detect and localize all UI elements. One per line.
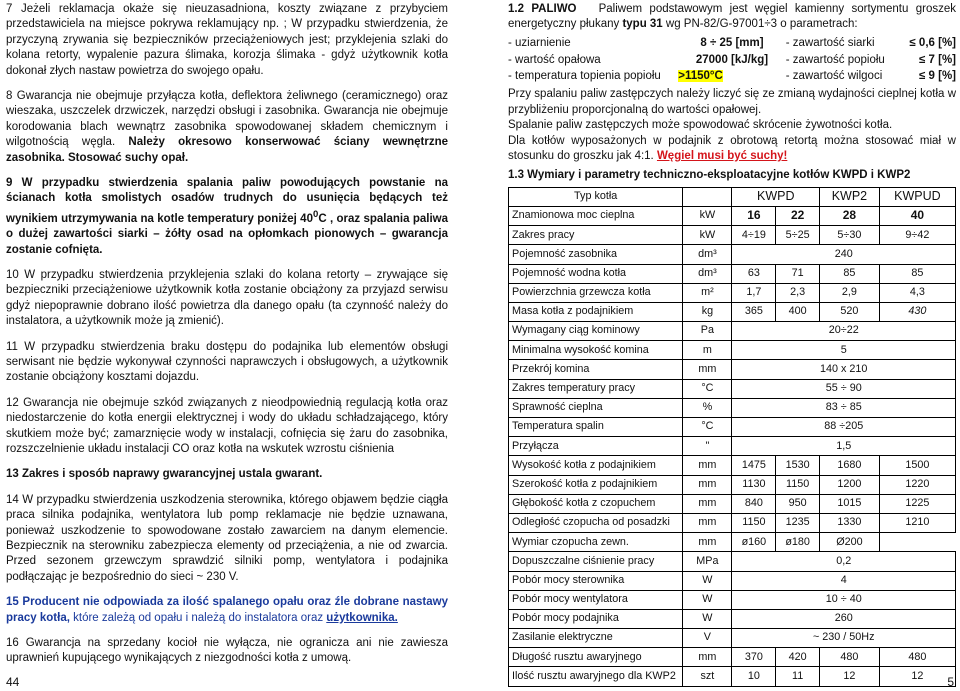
parameter-value: 5÷30 <box>820 226 880 245</box>
parameter-value: 83 ÷ 85 <box>732 398 956 417</box>
warranty-clause-14: 14 W przypadku stwierdzenia uszkodzenia sterownika, którego objawem będzie ciągła praca silnika podajnika, wentylatora lub pomp reklamacje nie będzie uznawana, ponieważ uszkodzenie to spowodowane zostało zawarciem na danym elemencie. Bezpiecznik na sterowniku zabezpiecza elementy od przeciążenia, a nie od zwarcia. Przed sezonem grzewczym sprawdzić silniki pomp, wentylatora i podajnika podłączając je bezpośrednio do sieci ~ 230 V. <box>6 493 448 583</box>
parameter-unit: mm <box>683 360 732 379</box>
parameter-unit: °C <box>683 379 732 398</box>
parameter-name: Ilość rusztu awaryjnego dla KWP2 <box>509 667 683 686</box>
parameter-unit: kW <box>683 206 732 225</box>
parameter-unit: MPa <box>683 552 732 571</box>
parameter-value: 840 <box>732 494 776 513</box>
warranty-clause-12: 12 Gwarancja nie obejmuje szkód związanych z nieodpowiednią regulacją kotła oraz niedostarczenie do kotła energii elektrycznej i wody do układu schładzającego, który skutkiem może być; zamarznięcie wody w instalacji, cofnięcia się żaru do zasobnika, rozszczelnienie układu instalacji CO oraz kotła na wskutek wzrostu ciśnienia <box>6 396 448 455</box>
parameter-value: 1200 <box>820 475 880 494</box>
parameter-value: 22 <box>776 206 820 225</box>
parameter-value: 28 <box>820 206 880 225</box>
parameter-value: 1210 <box>879 513 955 532</box>
warranty-clause-13: 13 Zakres i sposób naprawy gwarancyjnej ustala gwarant. <box>6 468 323 481</box>
spec-label: - zawartość wilgoci <box>785 70 883 83</box>
page-number-left: 44 <box>6 675 20 689</box>
parameter-name: Znamionowa moc cieplna <box>509 206 683 225</box>
parameter-name: Odległość czopucha od posadzki <box>509 513 683 532</box>
parameter-name: Dopuszczalne ciśnienie pracy <box>509 552 683 571</box>
parameter-value: 480 <box>879 648 955 667</box>
parameter-unit: kW <box>683 226 732 245</box>
parameter-name: Wymagany ciąg kominowy <box>509 322 683 341</box>
table-row <box>509 418 956 437</box>
fuel-text-a: Paliwem podstawowym jest węgiel kamienny sortymentu groszek energetyczny płukany <box>508 3 956 31</box>
parameter-value: 9÷42 <box>879 226 955 245</box>
table-row <box>509 264 956 283</box>
parameter-value: 950 <box>776 494 820 513</box>
table-row <box>509 590 956 609</box>
fuel-parameter-row <box>508 69 956 86</box>
parameter-value: 1,5 <box>732 437 956 456</box>
table-row <box>509 609 956 628</box>
parameter-value: 1130 <box>732 475 776 494</box>
parameter-value: 260 <box>732 609 956 628</box>
clause-15-bold: 15 Producent nie odpowiada za ilość spalanego opału oraz źle dobrane nastawy pracy kotła, <box>6 596 448 624</box>
page-number-right: 5 <box>947 675 954 689</box>
parameter-unit: kg <box>683 302 732 321</box>
ash-melt-temperature-highlight: >1150°C <box>678 70 723 83</box>
table-header-cell: KWPD <box>732 187 820 206</box>
parameter-value: 40 <box>879 206 955 225</box>
parameter-value: 10 <box>732 667 776 686</box>
spec-label: - uziarnienie <box>508 37 571 50</box>
section-1-3-heading: 1.3 Wymiary i parametry techniczno-eksploatacyjne kotłów KWPD i KWP2 <box>508 169 911 182</box>
parameter-name: Długość rusztu awaryjnego <box>509 648 683 667</box>
parameter-value: 20÷22 <box>732 322 956 341</box>
table-row <box>509 341 956 360</box>
technical-parameters-table <box>508 187 956 687</box>
parameter-value: 240 <box>732 245 956 264</box>
parameter-name: Przekrój komina <box>509 360 683 379</box>
warranty-clause-7: 7 Jeżeli reklamacja okaże się nieuzasadniona, koszty związane z przybyciem przedstawiciela na miejsce pokrywa reklamujący np. ; W przypadku stwierdzenia, że przyczyną zrywania się bezpieczników przeciążeniowych jest; przyklejenia szlaki do kolana retorty, wypalenie pazura ślimaka, korozja ślimaka - gdyż użytkownik kotła dokonał złych nastaw powietrza do swojego opału. <box>6 3 448 77</box>
parameter-unit: °C <box>683 418 732 437</box>
parameter-value: 400 <box>776 302 820 321</box>
spec-value: ≤ 7 [%] <box>919 53 956 66</box>
parameter-unit: W <box>683 590 732 609</box>
spec-value: 27000 [kJ/kg] <box>695 53 769 66</box>
parameter-unit: " <box>683 437 732 456</box>
parameter-value: 1235 <box>776 513 820 532</box>
parameter-value: 1330 <box>820 513 880 532</box>
table-row <box>509 283 956 302</box>
spec-value: 8 ÷ 25 [mm] <box>700 37 764 50</box>
parameter-name: Zasilanie elektryczne <box>509 629 683 648</box>
parameter-value: 55 ÷ 90 <box>732 379 956 398</box>
table-header-cell: KWPUD <box>879 187 955 206</box>
fuel-note-3 <box>508 134 956 165</box>
parameter-unit: Pa <box>683 322 732 341</box>
parameter-value: 1150 <box>776 475 820 494</box>
warranty-clause-16: 16 Gwarancja na sprzedany kocioł nie wyłącza, nie ogranicza ani nie zawiesza uprawnień kupującego wynikających z niezgodności kotła z umową. <box>6 637 448 665</box>
spec-label: - wartość opałowa <box>508 53 601 66</box>
table-header-row <box>509 187 956 206</box>
table-row <box>509 437 956 456</box>
parameter-name: Głębokość kotła z czopuchem <box>509 494 683 513</box>
parameter-name: Pobór mocy podajnika <box>509 609 683 628</box>
parameter-value: 12 <box>820 667 880 686</box>
clause-15-underline: użytkownika. <box>326 611 398 624</box>
parameter-value: 88 ÷205 <box>732 418 956 437</box>
parameter-name: Zakres pracy <box>509 226 683 245</box>
clause-15-text: które zależą od opału i należą do instalatora oraz <box>73 611 327 624</box>
parameter-value: 0,2 <box>732 552 956 571</box>
left-column <box>6 2 448 677</box>
table-row <box>509 379 956 398</box>
parameter-value: 2,3 <box>776 283 820 302</box>
table-row <box>509 322 956 341</box>
parameter-value: 1220 <box>879 475 955 494</box>
parameter-name: Przyłącza <box>509 437 683 456</box>
section-1-2-heading: 1.2 PALIWO <box>508 3 577 15</box>
parameter-value: 4÷19 <box>732 226 776 245</box>
parameter-value: ~ 230 / 50Hz <box>732 629 956 648</box>
parameter-value: 1680 <box>820 456 880 475</box>
parameter-value: ø160 <box>732 533 776 552</box>
parameter-name: Sprawność cieplna <box>509 398 683 417</box>
parameter-value: 520 <box>820 302 880 321</box>
parameter-value: ø180 <box>776 533 820 552</box>
dry-coal-warning: Węgiel musi być suchy! <box>656 149 788 162</box>
parameter-value: 1475 <box>732 456 776 475</box>
parameter-name: Minimalna wysokość komina <box>509 341 683 360</box>
parameter-unit: m <box>683 341 732 360</box>
parameter-value: 420 <box>776 648 820 667</box>
parameter-value: 85 <box>879 264 955 283</box>
clause-8-bold: Należy okresowo konserwować ściany wewnętrzne zasobnika. Stosować suchy opał. <box>6 136 448 164</box>
parameter-value: 1150 <box>732 513 776 532</box>
spec-value: ≤ 9 [%] <box>919 70 956 83</box>
parameter-name: Masa kotła z podajnikiem <box>509 302 683 321</box>
parameter-unit: mm <box>683 648 732 667</box>
parameter-name: Pojemność wodna kotła <box>509 264 683 283</box>
fuel-section <box>508 2 956 33</box>
table-header-cell: KWP2 <box>820 187 880 206</box>
fuel-note-1: Przy spalaniu paliw zastępczych należy liczyć się ze zmianą wydajności cieplnej kotła w przybliżeniu proporcjonalną do wartości opałowej. <box>508 88 956 116</box>
parameter-value: 4,3 <box>879 283 955 302</box>
table-header-cell: Typ kotła <box>509 187 683 206</box>
clause-9-sup: 0 <box>312 208 319 220</box>
parameter-unit: V <box>683 629 732 648</box>
parameter-unit: dm³ <box>683 264 732 283</box>
parameter-value: 5÷25 <box>776 226 820 245</box>
table-row <box>509 571 956 590</box>
parameter-name: Pobór mocy wentylatora <box>509 590 683 609</box>
parameter-unit: W <box>683 609 732 628</box>
table-row <box>509 360 956 379</box>
parameter-name: Wysokość kotła z podajnikiem <box>509 456 683 475</box>
table-row <box>509 302 956 321</box>
warranty-clause-8 <box>6 89 448 166</box>
parameter-name: Pojemność zasobnika <box>509 245 683 264</box>
parameter-value: 2,9 <box>820 283 880 302</box>
fuel-type: typu 31 <box>622 18 663 31</box>
warranty-clause-10: 10 W przypadku stwierdzenia przyklejenia szlaki do kolana retorty – zrywające się bezpieczniki przeciążeniowe użytkownik kotła zostanie obciążony za przyjazd serwisu gdyż niepoprawnie dobrano ilość powietrza dla danego opału (ta czynność należy do instalatora, a użytkownik może ją zmienić). <box>6 268 448 328</box>
parameter-unit: m² <box>683 283 732 302</box>
table-row <box>509 226 956 245</box>
parameter-unit: mm <box>683 513 732 532</box>
parameter-name: Szerokość kotła z podajnikiem <box>509 475 683 494</box>
clause-8-text: 8 Gwarancja nie obejmuje przyłącza kotła, deflektora żeliwnego (ceramicznego) oraz wieszaka, uszczelek drzwiczek, narzędzi obsługi i zasobnika. Gwarancja nie obejmuje korodowania blach wewnątrz zasobnika spowodowanej składem chemicznym i wilgotnością węgla. <box>6 90 448 149</box>
parameter-name: Wymiar czopucha zewn. <box>509 533 683 552</box>
parameter-name: Pobór mocy sterownika <box>509 571 683 590</box>
parameter-value: 5 <box>732 341 956 360</box>
fuel-parameter-row <box>508 36 956 53</box>
table-row <box>509 513 956 532</box>
clause-9-text-a: 9 W przypadku stwierdzenia spalania paliw powodujących powstanie na ścianach kotła smolistych osadów trudnych do usunięcia będących też wynikiem utrzymywania na kotle temperatury poniżej 40 <box>6 177 448 225</box>
table-row <box>509 629 956 648</box>
fuel-parameter-row <box>508 52 956 69</box>
table-row <box>509 552 956 571</box>
parameter-value: 11 <box>776 667 820 686</box>
parameter-value: 365 <box>732 302 776 321</box>
table-row <box>509 475 956 494</box>
parameter-value: Ø200 <box>820 533 880 552</box>
parameter-value: 85 <box>820 264 880 283</box>
parameter-value: 1,7 <box>732 283 776 302</box>
parameter-value: 1225 <box>879 494 955 513</box>
fuel-text-c: wg PN-82/G-97001÷3 o parametrach: <box>662 18 858 31</box>
parameter-unit: mm <box>683 494 732 513</box>
spec-label: - zawartość popiołu <box>785 53 885 66</box>
parameter-unit: mm <box>683 533 732 552</box>
parameter-value: 12 <box>879 667 955 686</box>
fuel-parameters <box>508 36 956 86</box>
spec-label: - temperatura topienia popiołu <box>508 70 661 83</box>
parameter-unit: dm³ <box>683 245 732 264</box>
parameter-value: 4 <box>732 571 956 590</box>
fuel-note-3-text: Dla kotłów wyposażonych w podajnik z obrotową retortą można stosować miał w stosunku do groszku jak 4:1. <box>508 134 956 162</box>
table-row <box>509 398 956 417</box>
parameter-name: Temperatura spalin <box>509 418 683 437</box>
parameter-value: 1015 <box>820 494 880 513</box>
fuel-note-2: Spalanie paliw zastępczych może spowodować skrócenie żywotności kotła. <box>508 119 893 132</box>
clause-9-text-b: C , oraz spalania paliwa o dużej zawartości siarki – żółty osad na opłomkach pionowych – gwarancja zostanie cofnięta. <box>6 212 448 256</box>
parameter-value: 16 <box>732 206 776 225</box>
parameter-unit: % <box>683 398 732 417</box>
warranty-clause-11: 11 W przypadku stwierdzenia braku dostępu do podajnika lub elementów obsługi serwisant nie będzie wykonywał czynności naprawczych i obsługowych, a użytkownik zostanie obciążony kosztami dojazdu. <box>6 340 448 384</box>
right-column <box>508 2 956 687</box>
parameter-name: Zakres temperatury pracy <box>509 379 683 398</box>
warranty-clause-15 <box>6 595 448 626</box>
parameter-value: 71 <box>776 264 820 283</box>
table-row <box>509 456 956 475</box>
table-header-cell <box>683 187 732 206</box>
spec-label: - zawartość siarki <box>785 37 875 50</box>
spec-value: ≤ 0,6 [%] <box>909 37 956 50</box>
parameter-unit: mm <box>683 475 732 494</box>
parameter-value: 10 ÷ 40 <box>732 590 956 609</box>
spec-value <box>678 69 786 86</box>
table-row <box>509 494 956 513</box>
parameter-value: 430 <box>879 302 955 321</box>
parameter-unit: mm <box>683 456 732 475</box>
parameter-value: 63 <box>732 264 776 283</box>
table-row <box>509 533 956 552</box>
warranty-clause-9 <box>6 176 448 258</box>
parameter-value: 480 <box>820 648 880 667</box>
parameter-value: 370 <box>732 648 776 667</box>
table-row <box>509 648 956 667</box>
parameter-name: Powierzchnia grzewcza kotła <box>509 283 683 302</box>
table-row <box>509 206 956 225</box>
parameter-value: 1500 <box>879 456 955 475</box>
parameter-unit: szt <box>683 667 732 686</box>
parameter-value: 1530 <box>776 456 820 475</box>
parameter-value: 140 x 210 <box>732 360 956 379</box>
table-row <box>509 245 956 264</box>
parameter-unit: W <box>683 571 732 590</box>
table-row <box>509 667 956 686</box>
